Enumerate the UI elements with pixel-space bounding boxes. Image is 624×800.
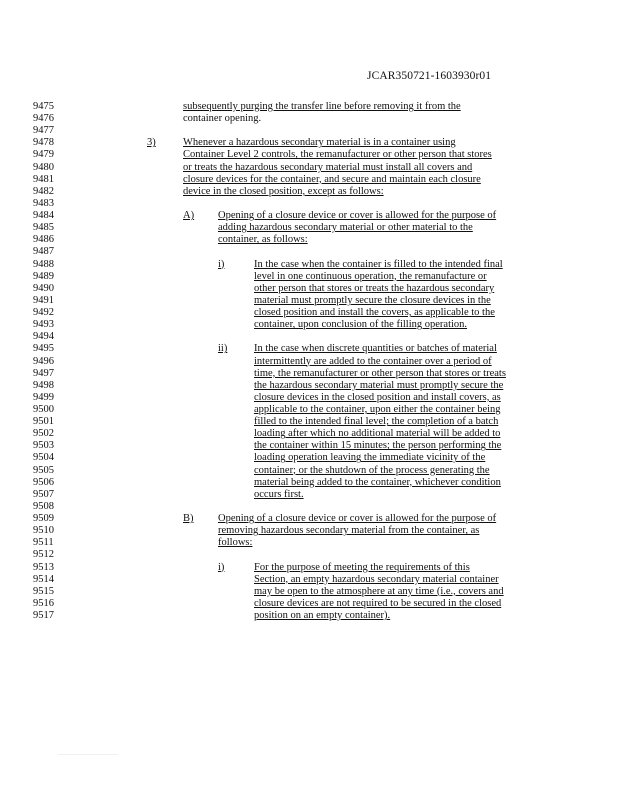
line-number: 9508 <box>33 500 54 512</box>
text-line: time, the remanufacturer or other person that stores or treats <box>254 367 506 379</box>
text-line: Opening of a closure device or cover is allowed for the purpose of <box>218 513 497 525</box>
text-line: may be open to the atmosphere at any time (i.e., covers and <box>254 585 504 597</box>
line-number: 9500 <box>33 404 54 415</box>
text-line: Section, an empty hazardous secondary material container <box>254 573 499 585</box>
enumeration-label: ii) <box>218 343 228 355</box>
line-number: 9478 <box>33 137 54 149</box>
line-number: 9506 <box>33 476 54 488</box>
text-line: Whenever a hazardous secondary material is in a container using <box>183 137 456 149</box>
text-line: subsequently purging the transfer line before removing it from the <box>183 101 461 112</box>
enumeration-label: B) <box>183 513 194 525</box>
line-number: 9509 <box>33 513 54 525</box>
line-number: 9485 <box>33 222 54 234</box>
text-line: or treats the hazardous secondary material must install all covers and <box>183 161 473 173</box>
text-line: position on an empty container). <box>254 610 391 622</box>
text-line: applicable to the container, upon either the container being <box>254 404 501 415</box>
text-line: filled to the intended final level; the completion of a batch <box>254 416 499 428</box>
text-line: Container Level 2 controls, the remanufacturer or other person that stores <box>183 149 492 161</box>
line-number: 9507 <box>33 488 54 500</box>
text-line: intermittently are added to the container over a period of <box>254 355 492 367</box>
line-number: 9512 <box>33 549 54 561</box>
line-number: 9514 <box>33 573 54 585</box>
line-number: 9482 <box>33 185 54 197</box>
text-line: closure devices in the closed position and install covers, as <box>254 391 501 403</box>
line-number: 9486 <box>33 234 54 246</box>
footer-rule <box>58 754 118 755</box>
enumeration-label: A) <box>183 210 195 222</box>
text-line: loading after which no additional material will be added to <box>254 428 501 440</box>
line-number: 9497 <box>33 367 54 379</box>
line-number: 9517 <box>33 610 54 622</box>
text-line: material being added to the container, whichever condition <box>254 476 501 488</box>
text-line: container, as follows: <box>218 234 308 246</box>
line-number: 9501 <box>33 416 54 428</box>
line-number: 9483 <box>33 197 54 209</box>
text-line: container opening. <box>183 113 262 125</box>
line-number: 9516 <box>33 597 54 609</box>
line-number: 9505 <box>33 464 54 476</box>
line-number: 9510 <box>33 525 54 537</box>
line-number: 9511 <box>33 537 54 549</box>
line-number: 9492 <box>33 307 54 319</box>
line-number: 9490 <box>33 282 54 294</box>
line-number: 9489 <box>33 270 54 282</box>
line-number: 9491 <box>33 294 54 306</box>
text-line: device in the closed position, except as follows: <box>183 185 384 197</box>
line-number: 9475 <box>33 101 54 112</box>
line-number: 9513 <box>33 561 54 573</box>
line-number: 9476 <box>33 113 54 125</box>
text-line: container; or the shutdown of the process generating the <box>254 464 490 476</box>
line-number: 9477 <box>33 125 54 137</box>
text-line: follows: <box>218 537 253 549</box>
line-number: 9480 <box>33 161 54 173</box>
line-number: 9493 <box>33 319 54 331</box>
text-line: material must promptly secure the closure devices in the <box>254 294 491 306</box>
text-line: Opening of a closure device or cover is allowed for the purpose of <box>218 210 497 222</box>
line-number: 9498 <box>33 379 54 391</box>
line-number: 9503 <box>33 440 54 452</box>
text-line: the container within 15 minutes; the person performing the <box>254 440 502 452</box>
enumeration-label: i) <box>218 258 225 270</box>
text-line: closed position and install the covers, as applicable to the <box>254 307 495 319</box>
text-line: In the case when discrete quantities or batches of material <box>254 343 497 355</box>
line-number: 9496 <box>33 355 54 367</box>
line-number: 9488 <box>33 258 54 270</box>
text-line: adding hazardous secondary material or other material to the <box>218 222 473 234</box>
line-number: 9502 <box>33 428 54 440</box>
line-number: 9499 <box>33 391 54 403</box>
line-number: 9515 <box>33 585 54 597</box>
line-number: 9494 <box>33 331 54 343</box>
text-line: For the purpose of meeting the requirements of this <box>254 561 470 573</box>
text-line: occurs first. <box>254 488 304 500</box>
text-line: level in one continuous operation, the remanufacture or <box>254 270 487 282</box>
text-line: other person that stores or treats the hazardous secondary <box>254 282 495 294</box>
text-line: In the case when the container is filled to the intended final <box>254 258 503 270</box>
text-line: loading operation leaving the immediate vicinity of the <box>254 452 486 464</box>
enumeration-label: i) <box>218 561 225 573</box>
line-number: 9481 <box>33 173 54 185</box>
text-line: the hazardous secondary material must promptly secure the <box>254 379 504 391</box>
line-number: 9479 <box>33 149 54 161</box>
text-line: container, upon conclusion of the filling operation. <box>254 319 468 331</box>
text-line: closure devices are not required to be secured in the closed <box>254 597 502 609</box>
line-number: 9504 <box>33 452 54 464</box>
text-line: removing hazardous secondary material from the container, as <box>218 525 480 537</box>
text-line: closure devices for the container, and secure and maintain each closure <box>183 173 481 185</box>
document-id-header: JCAR350721-1603930r01 <box>367 70 492 82</box>
line-number: 9484 <box>33 210 54 222</box>
enumeration-label: 3) <box>147 137 156 149</box>
line-number: 9487 <box>33 246 54 258</box>
line-number: 9495 <box>33 343 54 355</box>
